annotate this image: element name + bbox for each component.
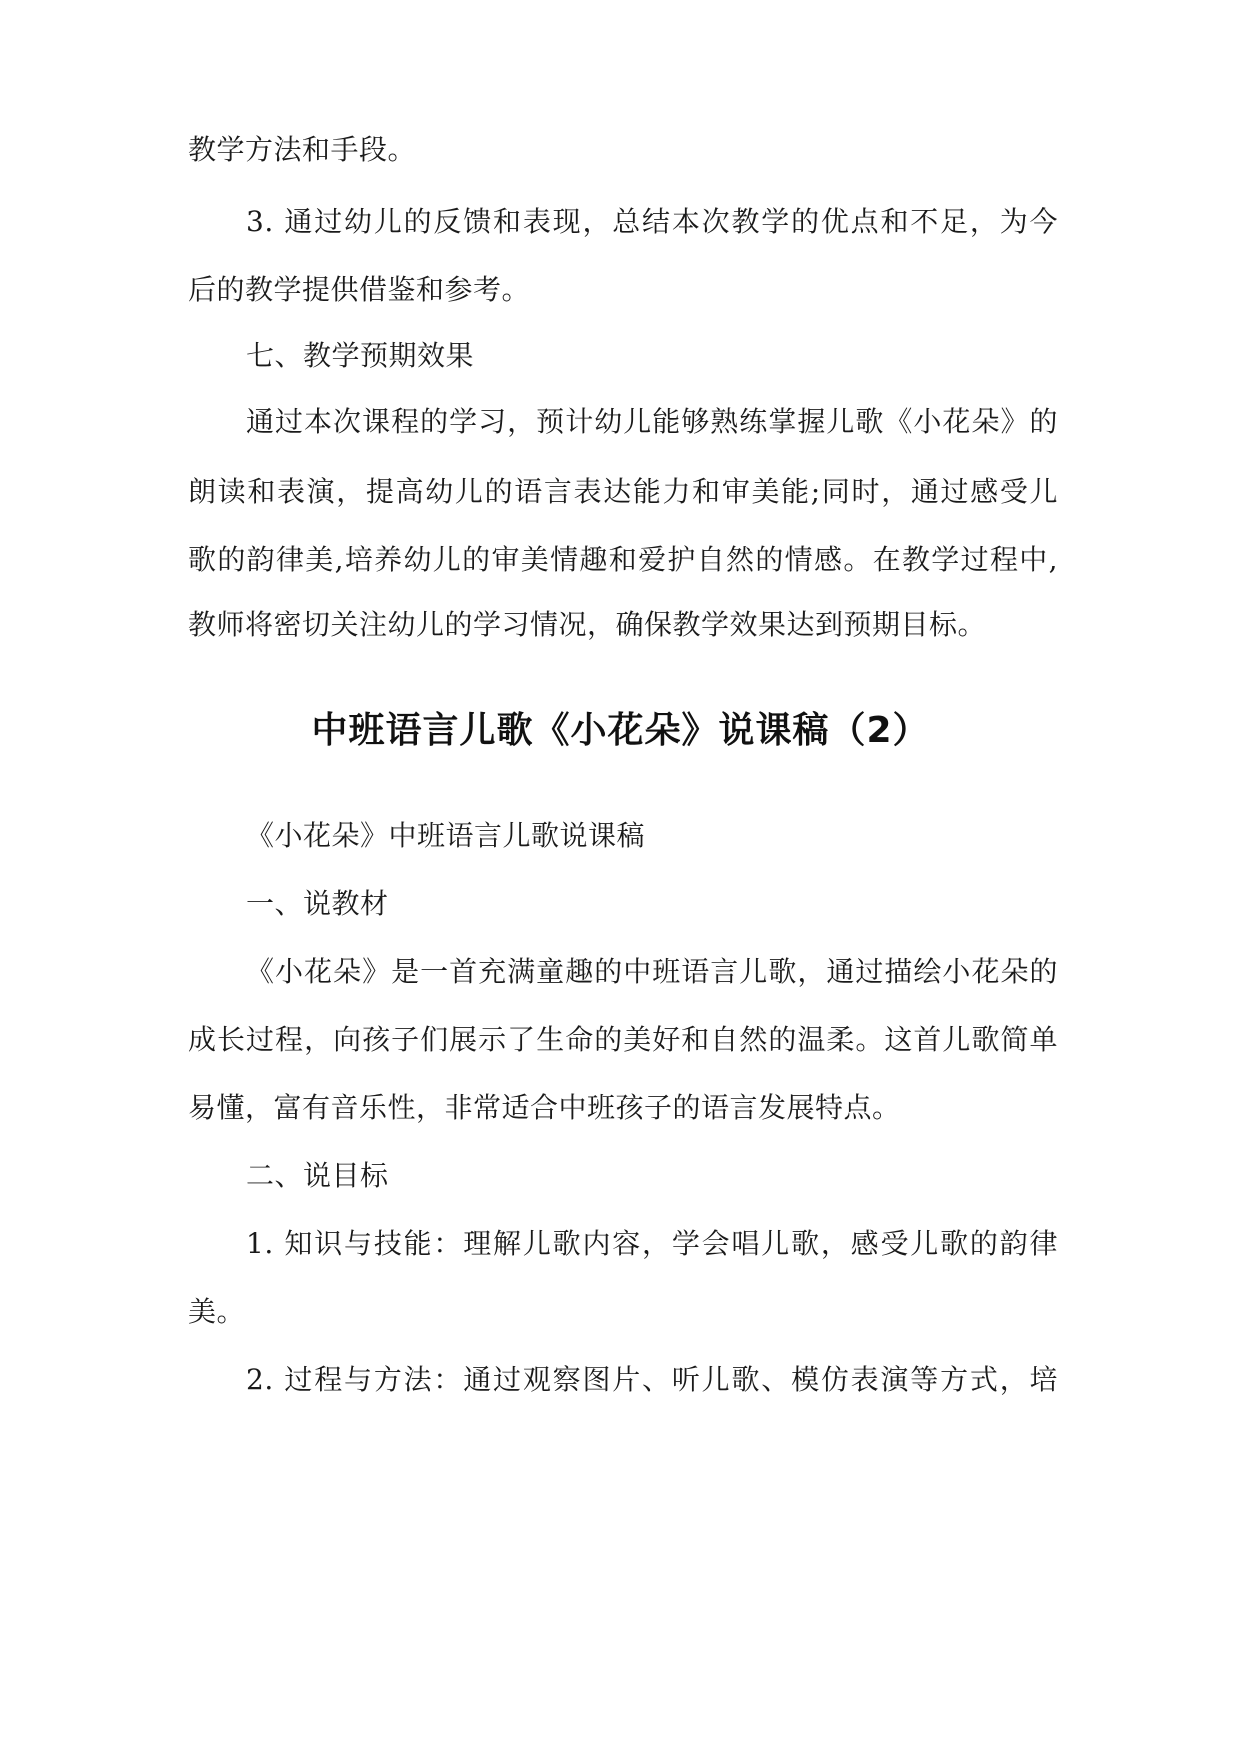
paragraph-line: 后的教学提供借鉴和参考。 xyxy=(188,273,531,306)
paragraph-line: 朗读和表演，提高幼儿的语言表达能力和审美能;同时，通过感受儿 xyxy=(188,475,1058,508)
paragraph-line: 成长过程，向孩子们展示了生命的美好和自然的温柔。这首儿歌简单 xyxy=(188,1023,1058,1056)
paragraph-line: 《小花朵》是一首充满童趣的中班语言儿歌，通过描绘小花朵的 xyxy=(246,955,1058,988)
paragraph-line: 通过本次课程的学习，预计幼儿能够熟练掌握儿歌《小花朵》的 xyxy=(246,405,1058,438)
paragraph-line: 教师将密切关注幼儿的学习情况，确保教学效果达到预期目标。 xyxy=(188,608,987,641)
paragraph-line: 教学方法和手段。 xyxy=(188,133,417,166)
paragraph-line: 易懂，富有音乐性，非常适合中班孩子的语言发展特点。 xyxy=(188,1091,901,1124)
section-heading: 一、说教材 xyxy=(246,887,389,920)
section-heading: 二、说目标 xyxy=(246,1159,389,1192)
paragraph-line: 美。 xyxy=(188,1295,246,1328)
subtitle-line: 《小花朵》中班语言儿歌说课稿 xyxy=(246,819,646,852)
paragraph-line: 1. 知识与技能：理解儿歌内容，学会唱儿歌，感受儿歌的韵律 xyxy=(246,1227,1058,1260)
paragraph-line: 2. 过程与方法：通过观察图片、听儿歌、模仿表演等方式，培 xyxy=(246,1363,1058,1396)
paragraph-line: 3. 通过幼儿的反馈和表现，总结本次教学的优点和不足，为今 xyxy=(246,205,1058,238)
section-heading: 七、教学预期效果 xyxy=(246,339,475,372)
document-title: 中班语言儿歌《小花朵》说课稿（2） xyxy=(311,710,930,751)
paragraph-line: 歌的韵律美,培养幼儿的审美情趣和爱护自然的情感。在教学过程中, xyxy=(188,543,1058,576)
